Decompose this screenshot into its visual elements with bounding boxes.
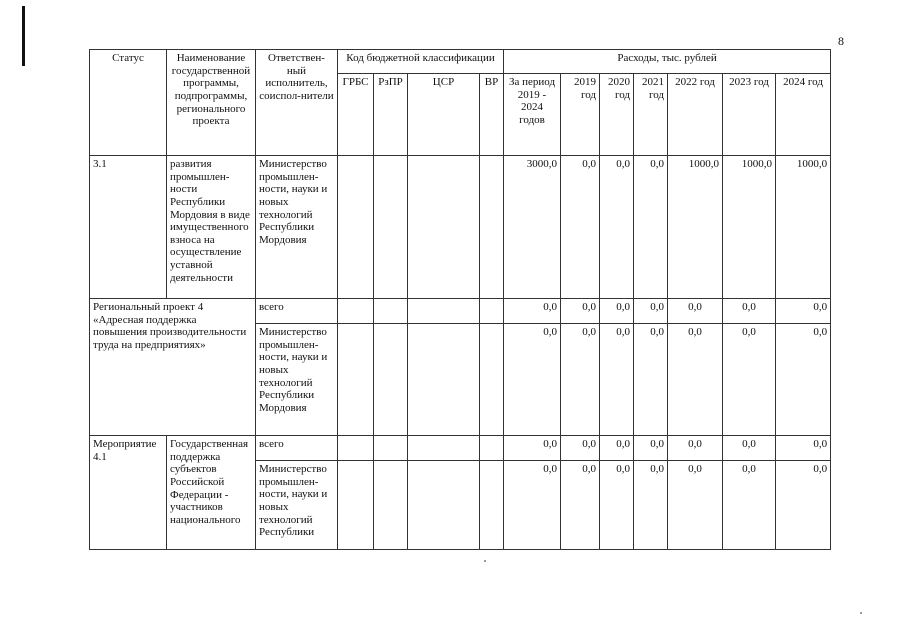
header-csr: ЦСР (408, 74, 480, 156)
cell-2019: 0,0 (561, 156, 600, 299)
cell-2021: 0,0 (634, 156, 668, 299)
cell-status: 3.1 (90, 156, 167, 299)
cell-period: 3000,0 (504, 156, 561, 299)
cell-status: Региональный проект 4 «Адресная поддержка повышения производительности труда на предприятиях» (90, 299, 256, 436)
header-2023: 2023 год (723, 74, 776, 156)
cell-executor: Министерство промышлен-ности, науки и новых технологий Республики Мордовия (256, 324, 338, 436)
cell-2022: 0,0 (668, 299, 723, 324)
cell-vr (480, 156, 504, 299)
cell-2022: 0,0 (668, 324, 723, 436)
table-row (90, 436, 831, 461)
cell-rzpr (374, 299, 408, 324)
scan-speck (484, 560, 486, 562)
cell-grbs (338, 156, 374, 299)
header-budget-code: Код бюджетной классификации (338, 50, 504, 74)
cell-2022: 0,0 (668, 461, 723, 550)
cell-executor: Министерство промышлен-ности, науки и новых технологий Республики Мордовия (256, 156, 338, 299)
header-executor: Ответствен-ный исполнитель, соиспол-нители (256, 50, 338, 156)
cell-name: развития промышлен-ности Республики Мордовия в виде имущественного взноса на осуществление уставной деятельности (167, 156, 256, 299)
cell-2021: 0,0 (634, 299, 668, 324)
header-period: За период 2019 - 2024 годов (504, 74, 561, 156)
cell-2024: 0,0 (776, 436, 831, 461)
header-2020: 2020 год (600, 74, 634, 156)
cell-csr (408, 156, 480, 299)
cell-2019: 0,0 (561, 436, 600, 461)
cell-2022: 1000,0 (668, 156, 723, 299)
header-2022: 2022 год (668, 74, 723, 156)
cell-2024: 1000,0 (776, 156, 831, 299)
cell-2023: 0,0 (723, 461, 776, 550)
cell-2020: 0,0 (600, 156, 634, 299)
cell-period: 0,0 (504, 461, 561, 550)
cell-2022: 0,0 (668, 436, 723, 461)
cell-2024: 0,0 (776, 299, 831, 324)
cell-rzpr (374, 461, 408, 550)
cell-executor: всего (256, 436, 338, 461)
cell-2019: 0,0 (561, 299, 600, 324)
cell-grbs (338, 324, 374, 436)
cell-2021: 0,0 (634, 461, 668, 550)
cell-2023: 1000,0 (723, 156, 776, 299)
cell-rzpr (374, 436, 408, 461)
cell-2024: 0,0 (776, 324, 831, 436)
cell-rzpr (374, 324, 408, 436)
scan-speck (860, 612, 862, 614)
cell-grbs (338, 436, 374, 461)
cell-2021: 0,0 (634, 436, 668, 461)
cell-period: 0,0 (504, 436, 561, 461)
header-2019: 2019 год (561, 74, 600, 156)
header-grbs: ГРБС (338, 74, 374, 156)
cell-2020: 0,0 (600, 461, 634, 550)
header-rzpr: РзПР (374, 74, 408, 156)
cell-period: 0,0 (504, 324, 561, 436)
header-row-1 (90, 50, 831, 74)
cell-2023: 0,0 (723, 324, 776, 436)
cell-grbs (338, 461, 374, 550)
cell-status: Мероприятие 4.1 (90, 436, 167, 550)
cell-vr (480, 436, 504, 461)
cell-vr (480, 299, 504, 324)
header-2021: 2021 год (634, 74, 668, 156)
cell-executor: Министерство промышлен-ности, науки и новых технологий Республики (256, 461, 338, 550)
cell-name: Государственная поддержка субъектов Российской Федерации - участников национального (167, 436, 256, 550)
page-number: 8 (838, 34, 844, 48)
header-2024: 2024 год (776, 74, 831, 156)
cell-vr (480, 461, 504, 550)
cell-csr (408, 324, 480, 436)
table-row (90, 299, 831, 324)
cell-2020: 0,0 (600, 299, 634, 324)
budget-table (89, 49, 831, 550)
table-row (90, 156, 831, 299)
cell-grbs (338, 299, 374, 324)
cell-executor: всего (256, 299, 338, 324)
cell-2023: 0,0 (723, 436, 776, 461)
cell-csr (408, 299, 480, 324)
cell-2020: 0,0 (600, 436, 634, 461)
cell-csr (408, 436, 480, 461)
header-vr: ВР (480, 74, 504, 156)
cell-period: 0,0 (504, 299, 561, 324)
cell-2019: 0,0 (561, 461, 600, 550)
cell-2024: 0,0 (776, 461, 831, 550)
cell-vr (480, 324, 504, 436)
header-name: Наименование государственной программы, подпрограммы, регионального проекта (167, 50, 256, 156)
cell-2019: 0,0 (561, 324, 600, 436)
cell-2021: 0,0 (634, 324, 668, 436)
cell-2023: 0,0 (723, 299, 776, 324)
cell-csr (408, 461, 480, 550)
cell-rzpr (374, 156, 408, 299)
header-status: Статус (90, 50, 167, 156)
header-expenses: Расходы, тыс. рублей (504, 50, 831, 74)
cell-2020: 0,0 (600, 324, 634, 436)
scan-edge-mark (22, 6, 25, 66)
